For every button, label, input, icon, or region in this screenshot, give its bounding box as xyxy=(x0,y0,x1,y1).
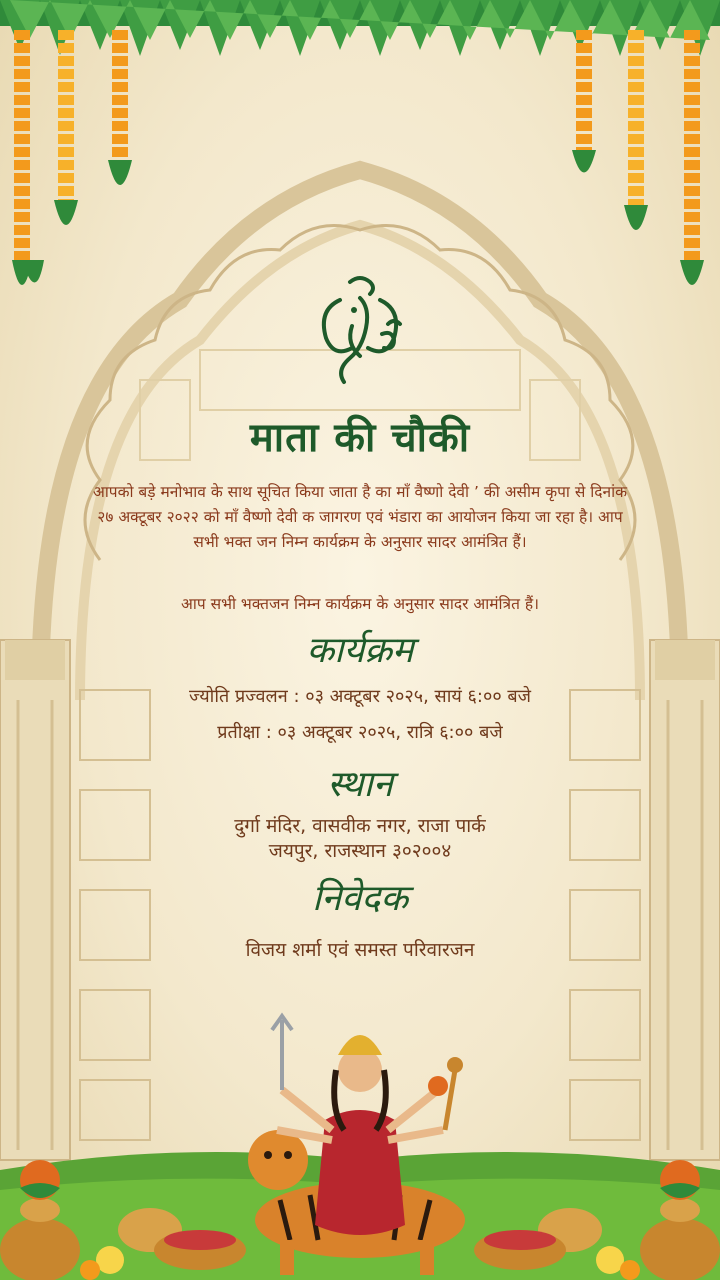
program-jyoti-line: ज्योति प्रज्वलन : ०३ अक्टूबर २०२५, सायं ६:०० बजे xyxy=(188,686,532,707)
host-heading: निवेदक xyxy=(311,878,409,919)
program-heading: कार्यक्रम xyxy=(306,630,414,671)
host-names: विजय शर्मा एवं समस्त परिवारजन xyxy=(245,939,475,961)
ganesha-icon xyxy=(310,270,410,388)
invitation-title: माता की चौकी xyxy=(249,415,471,461)
invitation-message: आपको बड़े मनोभाव के साथ सूचित किया जाता है का माँ वैष्णो देवी ’ की असीम कृपा से दिनांक २७ अक्टूबर २०२२ को माँ वैष्णो देवी क जागरण एवं भंडारा का आयोजन किया जा रहा है। आप सभी भक्त जन निम्न कार्यक्रम के अनुसार सादर आमंत्रित हैं। xyxy=(92,483,628,551)
venue-address xyxy=(0,814,720,864)
venue-address-line2: जयपुर, राजस्थान ३०२००४ xyxy=(268,840,452,862)
program-pratiksha-line: प्रतीक्षा : ०३ अक्टूबर २०२५, रात्रि ६:०० बजे xyxy=(217,722,503,743)
venue-heading: स्थान xyxy=(327,764,393,805)
venue-address-line1: दुर्गा मंदिर, वासवीक नगर, राजा पार्क xyxy=(234,815,486,837)
invitation-message-secondary: आप सभी भक्तजन निम्न कार्यक्रम के अनुसार सादर आमंत्रित हैं। xyxy=(181,595,539,613)
